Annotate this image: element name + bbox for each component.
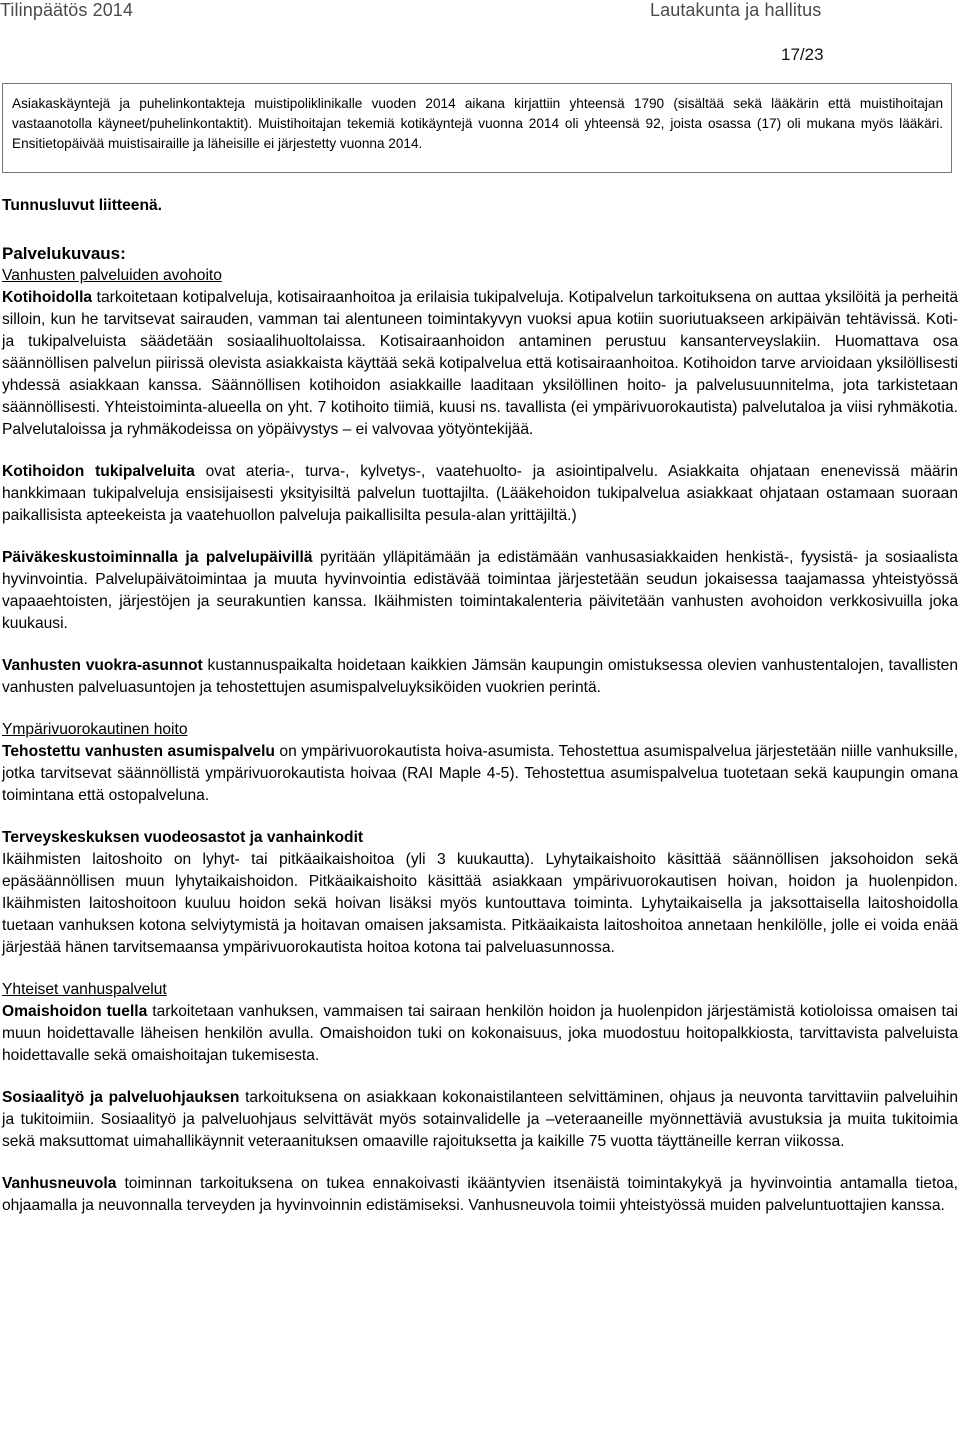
paragraph-omaishoito [2, 1001, 958, 1067]
paragraph-asumispalvelu [2, 741, 958, 807]
paragraph-vuokra-asunnot [2, 655, 958, 699]
paragraph-vuokra-asunnot-body: kustannuspaikalta hoidetaan kaikkien Jämsän kaupungin omistuksessa olevien vanhustentalojen, tavallisten vanhusten palveluasuntojen ja tehostettujen asumispalveluyksiköiden vuokrien perintä. [2, 657, 958, 696]
summary-box [2, 83, 952, 173]
paragraph-tukipalvelut-lead: Kotihoidon tukipalveluita [2, 463, 195, 480]
header-title-left: Tilinpäätös 2014 [0, 0, 134, 20]
page-header [0, 0, 960, 22]
paragraph-tukipalvelut-body: ovat ateria-, turva-, kylvetys-, vaatehuolto- ja asiointipalvelu. Asiakkaita ohjataan enenevissä määrin hankkimaan tukipalveluja ensisijaisesti yksityisiltä palvelun tuottajilta. (Lääkehoidon tukipalvelua asiakkaat ohjataan ostamaan suoraan paikallisista apteekeista ja vaatehuollon palveluja paikallisilta pesula-alan yrittäjiltä.) [2, 463, 958, 524]
paragraph-tukipalvelut [2, 461, 958, 527]
paragraph-laitoshoito: Ikäihmisten laitoshoito on lyhyt- tai pitkäaikaishoitoa (yli 3 kuukautta). Lyhytaikaishoito käsittää säännöllisen jaksohoidon sekä epäsäännöllisen muun lyhytaikaishoidon. Pitkäaikaishoito käsittää asiakkaan ympärivuorokautisen hoivan, hoidon ja huolenpidon. Ikäihmisten laitoshoitoon kuuluu hoidon sekä hoivan lisäksi myös kuntouttava toiminta. Lyhytaikaisella ja jaksottaisella laitoshoidolla tuetaan vanhuksen kotona selviytymistä ja hoitavan omaisen jaksamista. Pitkäaikaista laitoshoitoa annetaan henkilölle, jolle ei voida enää järjestää hänen tarvitsemaansa ympärivuorokautista hoitoa kotona tai palveluasunnossa. [2, 851, 958, 956]
paragraph-paivakeskus [2, 547, 958, 635]
paragraph-sosiaalityo-lead: Sosiaalityö ja palveluohjauksen [2, 1089, 240, 1106]
main-content [2, 195, 958, 1217]
palvelukuvaus-title: Palvelukuvaus: [2, 244, 126, 263]
paragraph-sosiaalityo [2, 1087, 958, 1153]
header-title-right: Lautakunta ja hallitus [650, 0, 822, 20]
page-number: 17/23 [781, 45, 824, 64]
paragraph-kotihoito-lead: Kotihoidolla [2, 289, 93, 306]
tunnusluvut-note: Tunnusluvut liitteenä. [2, 197, 162, 214]
paragraph-vanhusneuvola [2, 1173, 958, 1217]
paragraph-omaishoito-body: tarkoitetaan vanhuksen, vammaisen tai sairaan henkilön hoidon ja huolenpidon järjestämistä kotioloissa omaisen tai muun hoidettavalle läheisen henkilön avulla. Omaishoidon tuki on kokonaisuus, joka muodostuu hoitopalkkiosta, tarvittavista palveluista hoidettavalle sekä omaishoitajan tukemisesta. [2, 1003, 958, 1064]
section-heading-ymparivuorokautinen: Ympärivuorokautinen hoito [2, 721, 188, 738]
paragraph-omaishoito-lead: Omaishoidon tuella [2, 1003, 148, 1020]
section-heading-terveyskeskus: Terveyskeskuksen vuodeosastot ja vanhainkodit [2, 829, 364, 846]
palvelukuvaus-subtitle: Vanhusten palveluiden avohoito [2, 267, 222, 284]
summary-box-text: Asiakaskäyntejä ja puhelinkontakteja muistipoliklinikalle vuoden 2014 aikana kirjattiin yhteensä 1790 (sisältää sekä lääkärin että muistihoitajan vastaanotolla käyneet/puhelinkontaktit). Muistihoitajan tekemiä kotikäyntejä vuonna 2014 oli yhteensä 92, joista osassa (17) oli mukana myös lääkäri. Ensitietopäivää muistisairaille ja läheisille ei järjestetty vuonna 2014. [12, 96, 943, 151]
paragraph-sosiaalityo-body: tarkoituksena on asiakkaan kokonaistilanteen selvittäminen, ohjaus ja neuvonta tarvittaviin palveluihin ja tukitoimiin. Sosiaalityö ja palveluohjaus selvittävät myös sotainvalidelle ja –veteraaneille myönnettäviä avustuksia ja muita tukitoimia sekä maksuttomat uimahallikäynnit veteraanituksen omaaville rajoituksetta ja kaikille 75 vuotta täyttäneille kerran viikossa. [2, 1089, 958, 1150]
paragraph-paivakeskus-lead: Päiväkeskustoiminnalla ja palvelupäivillä [2, 549, 313, 566]
paragraph-paivakeskus-body: pyritään ylläpitämään ja edistämään vanhusasiakkaiden henkistä-, fyysistä- ja sosiaalista hyvinvointia. Palvelupäivätoimintaa ja muuta hyvinvointia edistävää toimintaa järjestetään seudun jokaisessa taajamassa yhteistyössä vapaaehtoisten, järjestöjen ja seurakuntien kanssa. Ikäihmisten toimintakalenteria päivitetään vanhusten avohoidon verkkosivuilla joka kuukausi. [2, 549, 958, 632]
paragraph-kotihoito-body: tarkoitetaan kotipalveluja, kotisairaanhoitoa ja erilaisia tukipalveluja. Kotipalvelun tarkoituksena on auttaa yksilöitä ja perheitä silloin, kun he tarvitsevat sairauden, vamman tai alentuneen toimintakyvyn vuoksi apua kotiin suoriutuakseen arkipäivän tehtävissä. Koti- ja tukipalveluista säädetään sosiaalihuoltolaissa. Kotisairaanhoidon antaminen perustuu kansanterveyslakiin. Huomattava osa säännöllisen palvelun piirissä olevista asiakkaista käyttää sekä kotipalvelua että kotisairaanhoitoa. Kotihoidon tarve arvioidaan yksilöllisesti yhdessä asiakkaan kanssa. Säännöllisen kotihoidon asiakkaille laaditaan yksilöllinen hoito- ja palvelusuunnitelma, jota tarkistetaan säännöllisesti. Yhteistoiminta-alueella on yht. 7 kotihoito tiimiä, kuusi ns. tavallista (ei ympärivuorokautista) palvelutaloa ja viisi ryhmäkotia. Palvelutaloissa ja ryhmäkodeissa on yöpäivystys – ei valvovaa yötyöntekijää. [2, 289, 958, 438]
paragraph-vuokra-asunnot-lead: Vanhusten vuokra-asunnot [2, 657, 203, 674]
paragraph-asumispalvelu-body: on ympärivuorokautista hoiva-asumista. Tehostettua asumispalvelua järjestetään niille vanhuksille, jotka tarvitsevat säännöllistä ympärivuorokautista hoivaa (RAI Maple 4-5). Tehostettua asumispalvelua tuotetaan sekä kaupungin omana toimintana että ostopalveluna. [2, 743, 958, 804]
paragraph-vanhusneuvola-lead: Vanhusneuvola [2, 1175, 117, 1192]
paragraph-vanhusneuvola-body: toiminnan tarkoituksena on tukea ennakoivasti ikääntyvien itsenäistä toimintakykyä ja hyvinvointia antamalla tietoa, ohjaamalla ja neuvonnalla terveyden ja hyvinvoinnin edistämiseksi. Vanhusneuvola toimii yhteistyössä muiden palveluntuottajien kanssa. [2, 1175, 958, 1214]
paragraph-kotihoito [2, 287, 958, 441]
paragraph-asumispalvelu-lead: Tehostettu vanhusten asumispalvelu [2, 743, 275, 760]
section-heading-yhteiset: Yhteiset vanhuspalvelut [2, 981, 167, 998]
